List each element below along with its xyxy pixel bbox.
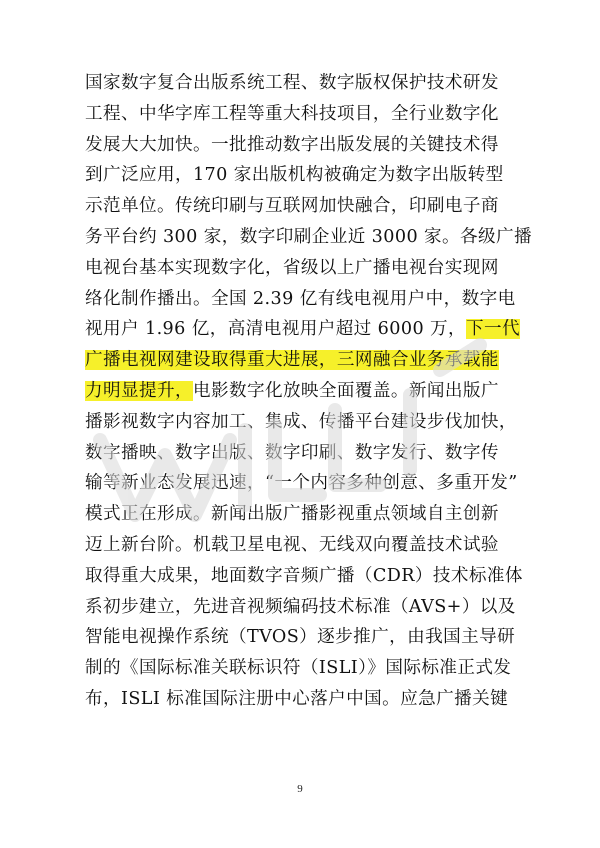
text-line: 务平台约 300 家，数字印刷企业近 3000 家。各级广播 xyxy=(85,226,533,247)
text-line: 迈上新台阶。机载卫星电视、无线双向覆盖技术试验 xyxy=(85,534,499,555)
text-line: 国家数字复合出版系统工程、数字版权保护技术研发 xyxy=(85,73,499,93)
page-number: 9 xyxy=(297,783,303,795)
text-line: 播影视数字内容加工、集成、传播平台建设步伐加快， xyxy=(85,411,517,432)
text-segment: 电影数字化放映全面覆盖。新闻出版广 xyxy=(192,380,499,401)
text-line: 电视台基本实现数字化，省级以上广播电视台实现网 xyxy=(85,257,499,278)
text-line: 布，ISLI 标准国际注册中心落户中国。应急广播关键 xyxy=(85,688,509,709)
text-line xyxy=(85,314,525,345)
text-line xyxy=(85,376,525,407)
highlighted-text: 力明显提升， xyxy=(85,380,193,401)
text-line: 系初步建立，先进音视频编码技术标准（AVS+）以及 xyxy=(85,596,516,617)
text-line: 取得重大成果，地面数字音频广播（CDR）技术标准体 xyxy=(85,565,523,586)
text-line: 工程、中华字库工程等重大科技项目，全行业数字化 xyxy=(85,103,499,124)
text-line: 示范单位。传统印刷与互联网加快融合，印刷电子商 xyxy=(85,196,499,217)
text-line: 发展大大加快。一批推动数字出版发展的关键技术得 xyxy=(85,134,499,155)
text-line: 输等新业态发展迅速，“一个内容多种创意、多重开发” xyxy=(85,473,518,494)
text-line: 络化制作播出。全国 2.39 亿有线电视用户中，数字电 xyxy=(85,288,516,309)
highlighted-text: 下一代 xyxy=(466,319,521,340)
text-line: 到广泛应用，170 家出版机构被确定为数字出版转型 xyxy=(85,165,504,186)
text-segment: 视用户 1.96 亿，高清电视用户超过 6000 万， xyxy=(85,319,467,340)
text-line: 智能电视操作系统（TVOS）逐步推广，由我国主导研 xyxy=(85,627,516,648)
text-line: 模式正在形成。新闻出版广播影视重点领域自主创新 xyxy=(85,504,499,525)
text-line: 制的《国际标准关联标识符（ISLI）》国际标准正式发 xyxy=(85,658,512,679)
text-line xyxy=(85,345,525,376)
highlighted-text: 广播电视网建设取得重大进展，三网融合业务承载能 xyxy=(85,350,499,371)
body-text xyxy=(85,68,533,715)
text-line: 数字播映、数字出版、数字印刷、数字发行、数字传 xyxy=(85,442,499,463)
